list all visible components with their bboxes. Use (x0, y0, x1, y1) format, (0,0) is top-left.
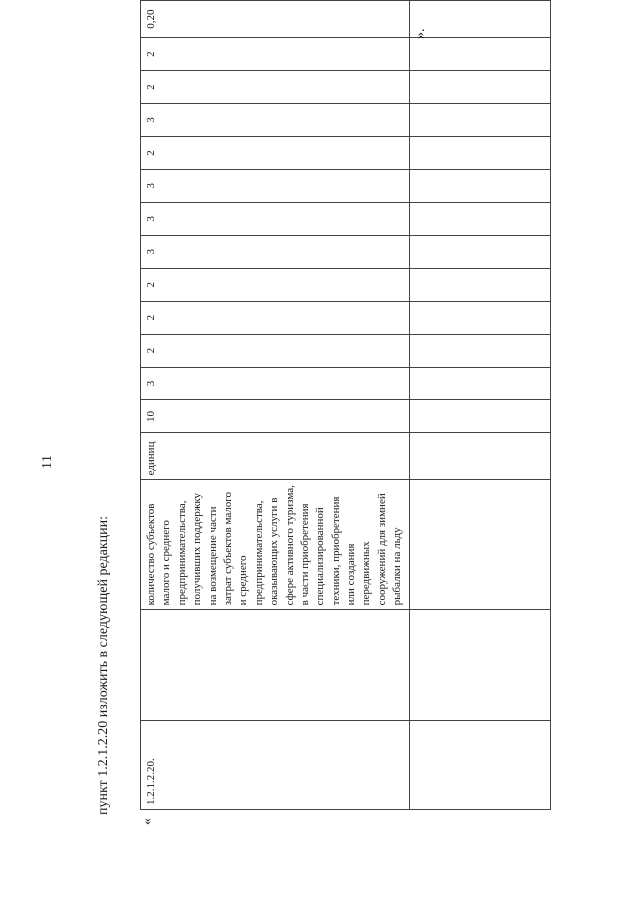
blank-cell (409, 71, 550, 104)
value-cell: 10 (141, 400, 410, 433)
blank-cell (409, 38, 550, 71)
blank-cell (409, 367, 550, 400)
value-cell: 3 (141, 169, 410, 202)
blank-cell (409, 610, 550, 721)
blank-cell (409, 1, 550, 38)
blank-cell (409, 721, 550, 810)
blank-cell (409, 235, 550, 268)
value-cell: 2 (141, 136, 410, 169)
blank-cell (409, 334, 550, 367)
blank-cell (409, 169, 550, 202)
blank-cell (409, 268, 550, 301)
value-cell: 3 (141, 104, 410, 137)
table-row (141, 1, 410, 810)
unit-cell: единиц (141, 433, 410, 480)
value-cell: 2 (141, 268, 410, 301)
intro-text: пункт 1.2.1.2.20 изложить в следующей редакции: (96, 516, 111, 815)
blank-cell (409, 400, 550, 433)
table-row (409, 1, 550, 810)
blank-cell (409, 480, 550, 610)
page-number: 11 (40, 454, 55, 469)
value-cell: 3 (141, 202, 410, 235)
empty-cell (141, 610, 410, 721)
value-cell: 3 (141, 235, 410, 268)
value-cell: 2 (141, 71, 410, 104)
blank-cell (409, 104, 550, 137)
opening-quote: « (140, 818, 155, 825)
blank-cell (409, 433, 550, 480)
blank-cell (409, 136, 550, 169)
value-cell: 0,20 (141, 1, 410, 38)
indicator-table (140, 0, 551, 810)
blank-cell (409, 301, 550, 334)
value-cell: 2 (141, 334, 410, 367)
value-cell: 2 (141, 301, 410, 334)
description-cell: количество субъектов малого и среднего предпринимательства, получивших поддержку на возмещение части затрат субъектов малого и среднего предпринимательства, оказывающих услуги в сфере активного туризма, в части приобретения специализированной техники, приобретения или создания передвижных сооружений для зимней рыбалки на льду (141, 480, 410, 610)
value-cell: 2 (141, 38, 410, 71)
row-number-cell: 1.2.1.2.20. (141, 721, 410, 810)
blank-cell (409, 202, 550, 235)
closing-quote: ». (413, 28, 428, 39)
value-cell: 3 (141, 367, 410, 400)
